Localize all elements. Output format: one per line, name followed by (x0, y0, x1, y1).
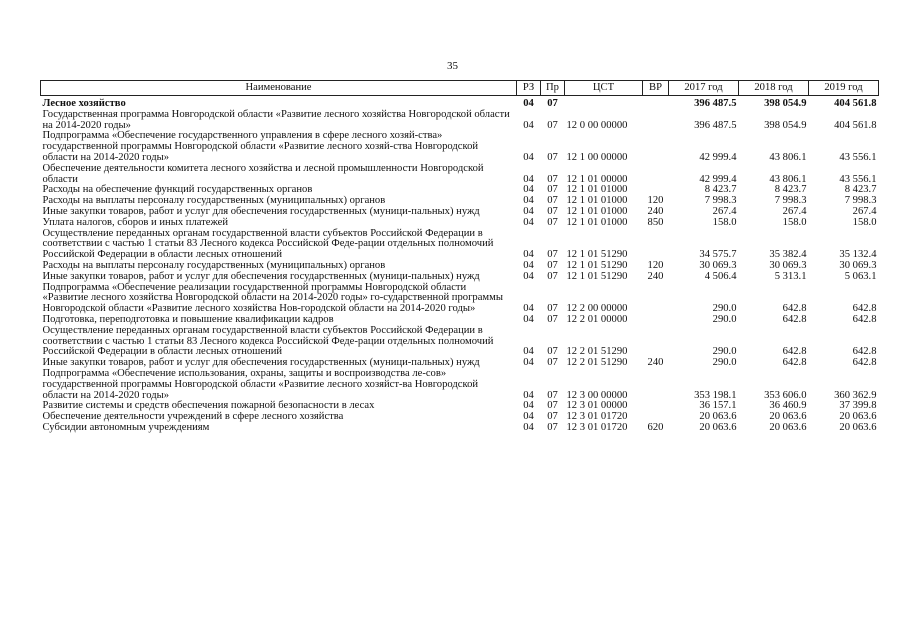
row-vr (643, 369, 669, 401)
table-row (41, 229, 879, 261)
table-row (41, 218, 879, 229)
row-pr: 07 (547, 119, 558, 131)
row-pr: 07 (547, 249, 558, 261)
row-rz: 04 (523, 205, 534, 217)
row-value-2018: 642.8 (782, 313, 807, 325)
row-value-2019: 5 063.1 (844, 270, 877, 282)
row-rz: 04 (523, 98, 534, 109)
row-cst: 12 2 00 00000 (566, 303, 628, 315)
header-2017: 2017 год (669, 81, 739, 96)
header-cst: ЦСТ (565, 81, 643, 96)
row-vr (643, 110, 669, 132)
row-cst: 12 3 00 00000 (566, 389, 628, 401)
row-name: Осуществление переданных органам государственной власти субъектов Российской Федерации в соответствии с частью 1 статьи 83 Лесного кодекса Российской Феде-рации отдельных полномочий Российской Федерации в области лесных отношений (42, 227, 494, 261)
row-value-2017: 4 506.4 (704, 270, 737, 282)
row-cst: 12 3 01 01720 (566, 421, 628, 433)
row-value-2019: 30 069.3 (839, 259, 877, 271)
row-name: Подпрограмма «Обеспечение использования, охраны, защиты и воспроизводства ле-сов» государственной программы Новгородской области «Развитие лесного хозяйст-ва Новгородской области на 2014-2020 годы» (42, 367, 479, 401)
row-pr: 07 (547, 151, 558, 163)
row-vr (643, 326, 669, 358)
row-name: Обеспечение деятельности комитета лесного хозяйства и лесной промышленности Новгородской области (42, 162, 484, 185)
row-value-2019: 20 063.6 (839, 411, 877, 423)
row-value-2017: 7 998.3 (704, 195, 737, 207)
row-value-2017: 20 063.6 (699, 421, 737, 433)
row-vr (643, 96, 669, 110)
row-value-2019: 35 132.4 (839, 249, 877, 261)
row-cst: 12 2 01 00000 (566, 313, 628, 325)
row-name: Лесное хозяйство (42, 98, 126, 109)
row-value-2018: 642.8 (782, 357, 807, 369)
row-name: Расходы на выплаты персоналу государственных (муниципальных) органов (42, 259, 386, 271)
row-value-2019: 8 423.7 (844, 184, 877, 196)
table-row (41, 96, 879, 110)
row-cst: 12 1 01 00000 (566, 173, 628, 185)
row-cst: 12 1 01 01000 (566, 205, 628, 217)
table-header-row (41, 81, 879, 96)
row-rz: 04 (523, 173, 534, 185)
row-cst: 12 1 01 51290 (566, 270, 628, 282)
row-value-2017: 290.0 (712, 313, 737, 325)
row-rz: 04 (523, 270, 534, 282)
row-value-2017: 8 423.7 (704, 184, 737, 196)
row-value-2017: 20 063.6 (699, 411, 737, 423)
header-name: Наименование (41, 81, 517, 96)
row-value-2017: 36 157.1 (699, 400, 737, 412)
row-cst: 12 1 01 01000 (566, 216, 628, 228)
row-pr: 07 (547, 313, 558, 325)
row-name: Развитие системы и средств обеспечения пожарной безопасности в лесах (42, 400, 375, 412)
row-value-2019: 43 556.1 (839, 151, 877, 163)
row-rz: 04 (523, 249, 534, 261)
row-vr (643, 164, 669, 186)
table-body (41, 96, 879, 434)
row-name: Подпрограмма «Обеспечение реализации государственной программы Новгородской области «Развитие лесного хозяйства Новгородской области на 2014-2020 годы» го-сударственной программы Новгородской области «Развитие лесного хозяйства Нов-городской области на 2014-2020 годы» (42, 281, 503, 315)
row-value-2017: 42 999.4 (699, 151, 737, 163)
row-value-2019: 158.0 (852, 216, 877, 228)
row-pr: 07 (547, 411, 558, 423)
table-row (41, 131, 879, 163)
row-pr: 07 (547, 421, 558, 433)
row-value-2018: 5 313.1 (774, 270, 807, 282)
header-2019: 2019 год (809, 81, 879, 96)
row-vr: 240 (647, 205, 664, 217)
page-number: 35 (447, 60, 458, 72)
row-pr: 07 (547, 303, 558, 315)
row-name: Государственная программа Новгородской области «Развитие лесного хозяйства Новгородской области на 2014-2020 годы» (42, 108, 510, 131)
row-rz: 04 (523, 346, 534, 358)
row-pr: 07 (547, 389, 558, 401)
row-name: Иные закупки товаров, работ и услуг для обеспечения государственных (муници-пальных) нужд (42, 357, 480, 369)
row-name: Иные закупки товаров, работ и услуг для обеспечения государственных (муници-пальных) нужд (42, 270, 480, 282)
row-value-2017: 396 487.5 (694, 98, 737, 109)
row-value-2019: 642.8 (852, 346, 877, 358)
row-vr (643, 131, 669, 163)
header-rz: РЗ (517, 81, 541, 96)
row-value-2017: 290.0 (712, 303, 737, 315)
row-cst: 12 1 01 01000 (566, 195, 628, 207)
row-value-2018: 642.8 (782, 303, 807, 315)
row-pr: 07 (547, 98, 558, 109)
row-value-2018: 43 806.1 (769, 151, 807, 163)
row-name: Расходы на выплаты персоналу государственных (муниципальных) органов (42, 195, 386, 207)
row-value-2018: 7 998.3 (774, 195, 807, 207)
row-vr: 120 (647, 259, 664, 271)
row-rz: 04 (523, 151, 534, 163)
row-rz: 04 (523, 303, 534, 315)
row-value-2018: 398 054.9 (764, 98, 807, 109)
row-pr: 07 (547, 195, 558, 207)
row-pr: 07 (547, 259, 558, 271)
row-value-2017: 396 487.5 (694, 119, 737, 131)
row-rz: 04 (523, 119, 534, 131)
row-name: Подпрограмма «Обеспечение государственного управления в сфере лесного хозяй-ства» государственной программы Новгородской области «Развитие лесного хозяй-ства Новгородской области на 2014-2020 годы» (42, 130, 479, 163)
row-rz: 04 (523, 400, 534, 412)
header-2018: 2018 год (739, 81, 809, 96)
row-vr: 240 (647, 270, 664, 282)
row-rz: 04 (523, 411, 534, 423)
row-cst: 12 3 01 01720 (566, 411, 628, 423)
row-cst: 12 1 01 01000 (566, 184, 628, 196)
row-value-2018: 30 069.3 (769, 259, 807, 271)
row-rz: 04 (523, 357, 534, 369)
row-value-2019: 43 556.1 (839, 173, 877, 185)
row-cst: 12 0 00 00000 (566, 119, 628, 131)
row-cst: 12 2 01 51290 (566, 357, 628, 369)
row-value-2017: 290.0 (712, 357, 737, 369)
row-pr: 07 (547, 216, 558, 228)
table-row (41, 423, 879, 434)
row-vr: 240 (647, 357, 664, 369)
row-vr (643, 229, 669, 261)
row-vr: 620 (647, 421, 664, 433)
row-cst: 12 1 01 51290 (566, 259, 628, 271)
row-value-2018: 158.0 (782, 216, 807, 228)
row-value-2018: 20 063.6 (769, 411, 807, 423)
header-pr: Пр (541, 81, 565, 96)
row-pr: 07 (547, 400, 558, 412)
row-value-2019: 642.8 (852, 303, 877, 315)
row-pr: 07 (547, 357, 558, 369)
row-rz: 04 (523, 313, 534, 325)
row-value-2019: 267.4 (852, 205, 877, 217)
row-value-2018: 267.4 (782, 205, 807, 217)
header-vr: ВР (643, 81, 669, 96)
row-rz: 04 (523, 259, 534, 271)
row-value-2017: 34 575.7 (699, 249, 737, 261)
row-rz: 04 (523, 216, 534, 228)
row-name: Субсидии автономным учреждениям (42, 421, 210, 433)
table-row (41, 283, 879, 315)
row-value-2017: 267.4 (712, 205, 737, 217)
row-vr: 120 (647, 195, 664, 207)
row-pr: 07 (547, 205, 558, 217)
row-name: Расходы на обеспечение функций государственных органов (42, 184, 313, 196)
table-row (41, 369, 879, 401)
row-value-2018: 642.8 (782, 346, 807, 358)
budget-table (40, 80, 879, 434)
row-pr: 07 (547, 270, 558, 282)
table-row (41, 164, 879, 186)
row-rz: 04 (523, 421, 534, 433)
row-value-2019: 20 063.6 (839, 421, 877, 433)
row-value-2018: 8 423.7 (774, 184, 807, 196)
row-pr: 07 (547, 184, 558, 196)
row-rz: 04 (523, 389, 534, 401)
row-cst: 12 3 01 00000 (566, 400, 628, 412)
row-value-2019: 642.8 (852, 313, 877, 325)
row-vr (643, 315, 669, 326)
row-name: Уплата налогов, сборов и иных платежей (42, 216, 229, 228)
row-vr: 850 (647, 216, 664, 228)
row-vr (643, 401, 669, 412)
row-value-2019: 404 561.8 (834, 119, 877, 131)
row-pr: 07 (547, 346, 558, 358)
row-cst (565, 96, 643, 110)
row-rz: 04 (523, 195, 534, 207)
row-value-2018: 353 606.0 (764, 389, 807, 401)
row-name: Иные закупки товаров, работ и услуг для обеспечения государственных (муници-пальных) нужд (42, 205, 480, 217)
row-value-2018: 398 054.9 (764, 119, 807, 131)
row-cst: 12 2 01 51290 (566, 346, 628, 358)
row-value-2017: 290.0 (712, 346, 737, 358)
row-cst: 12 1 00 00000 (566, 151, 628, 163)
row-name: Обеспечение деятельности учреждений в сфере лесного хозяйства (42, 411, 344, 423)
row-cst: 12 1 01 51290 (566, 249, 628, 261)
row-name: Подготовка, переподготовка и повышение квалификации кадров (42, 313, 334, 325)
row-pr: 07 (547, 173, 558, 185)
row-value-2017: 353 198.1 (694, 389, 737, 401)
row-value-2017: 42 999.4 (699, 173, 737, 185)
row-name: Осуществление переданных органам государственной власти субъектов Российской Федерации в соответствии с частью 1 статьи 83 Лесного кодекса Российской Феде-рации отдельных полномочий Российской Федерации в области лесных отношений (42, 324, 494, 358)
row-value-2017: 158.0 (712, 216, 737, 228)
row-value-2019: 37 399.8 (839, 400, 877, 412)
row-value-2017: 30 069.3 (699, 259, 737, 271)
row-value-2019: 360 362.9 (834, 389, 877, 401)
row-value-2019: 642.8 (852, 357, 877, 369)
table-row (41, 326, 879, 358)
row-value-2018: 36 460.9 (769, 400, 807, 412)
table-row (41, 110, 879, 132)
row-value-2019: 7 998.3 (844, 195, 877, 207)
row-rz: 04 (523, 184, 534, 196)
row-value-2018: 20 063.6 (769, 421, 807, 433)
row-value-2019: 404 561.8 (834, 98, 877, 109)
table-row (41, 272, 879, 283)
row-value-2018: 35 382.4 (769, 249, 807, 261)
row-value-2018: 43 806.1 (769, 173, 807, 185)
row-vr (643, 283, 669, 315)
